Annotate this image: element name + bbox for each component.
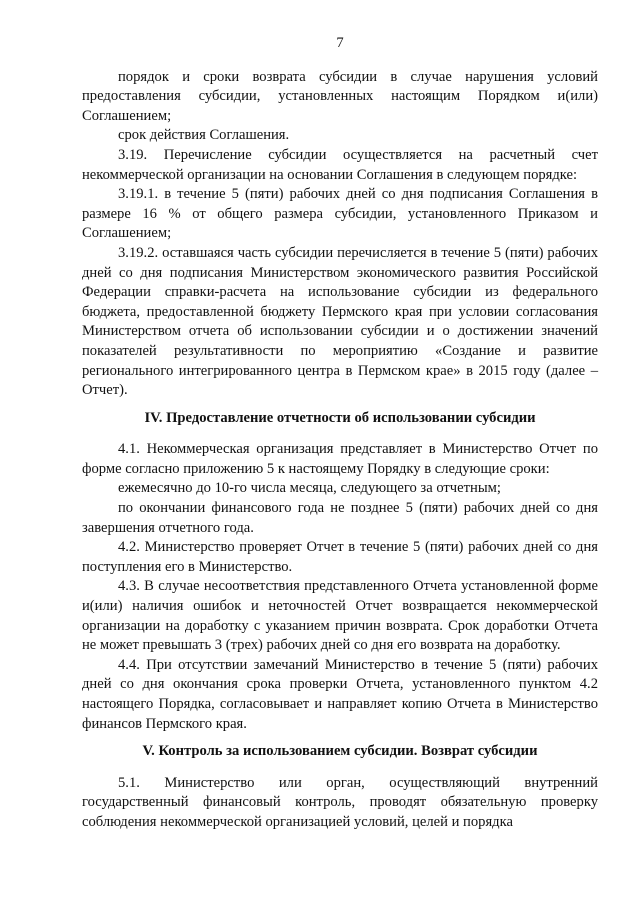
paragraph-4-3: 4.3. В случае несоответствия представленного Отчета установленной форме и(или) наличия ошибок и неточностей Отчет возвращается некоммерческой организации на доработку с указанием причин возврата. Срок доработки Отчета не может превышать 3 (трех) рабочих дней со дня его возврата на доработку.	[82, 578, 598, 654]
paragraph-3-19: 3.19. Перечисление субсидии осуществляется на расчетный счет некоммерческой организации на основании Соглашения в следующем порядке:	[82, 146, 598, 183]
paragraph-year-end: по окончании финансового года не позднее 5 (пяти) рабочих дней со дня завершения отчетного года.	[82, 500, 598, 536]
paragraph-3-19-1: 3.19.1. в течение 5 (пяти) рабочих дней со дня подписания Соглашения в размере 16 % от общего размера субсидии, установленного Приказом и Соглашением;	[82, 186, 598, 242]
page-number: 7	[336, 35, 344, 51]
paragraph-conditions: порядок и сроки возврата субсидии в случае нарушения условий предоставления субсидии, установленных настоящим Порядком и(или) Соглашением;	[82, 68, 598, 124]
paragraph-4-4: 4.4. При отсутствии замечаний Министерство в течение 5 (пяти) рабочих дней со дня окончания срока проверки Отчета, установленного пунктом 4.2 настоящего Порядка, согласовывает и направляет копию Отчета в Министерство финансов Пермского края.	[82, 656, 598, 732]
paragraph-4-2: 4.2. Министерство проверяет Отчет в течение 5 (пяти) рабочих дней со дня поступления его в Министерство.	[82, 539, 598, 575]
section-heading-iv: IV. Предоставление отчетности об использовании субсидии	[144, 409, 536, 426]
paragraph-5-1: 5.1. Министерство или орган, осуществляющий внутренний государственный финансовый контроль, проводят обязательную проверку соблюдения некоммерческой организацией условий, целей и порядка	[82, 774, 598, 830]
paragraph-4-1: 4.1. Некоммерческая организация представляет в Министерство Отчет по форме согласно приложению 5 к настоящему Порядку в следующие сроки:	[82, 441, 598, 477]
paragraph-monthly: ежемесячно до 10-го числа месяца, следующего за отчетным;	[118, 480, 501, 497]
paragraph-3-19-2: 3.19.2. оставшаяся часть субсидии перечисляется в течение 5 (пяти) рабочих дней со дня подписания Министерством экономического развития Российской Федерации справки-расчета на использование субсидии из федерального бюджета, предоставленной бюджету Пермского края при условии согласования Министерством отчета об использовании субсидии и о достижении значений показателей результативности по мероприятию «Создание и развитие регионального интегрированного центра в Пермском крае» в 2015 году (далее – Отчет).	[82, 244, 598, 399]
section-heading-v: V. Контроль за использованием субсидии. Возврат субсидии	[142, 743, 538, 760]
paragraph-term: срок действия Соглашения.	[118, 127, 290, 144]
